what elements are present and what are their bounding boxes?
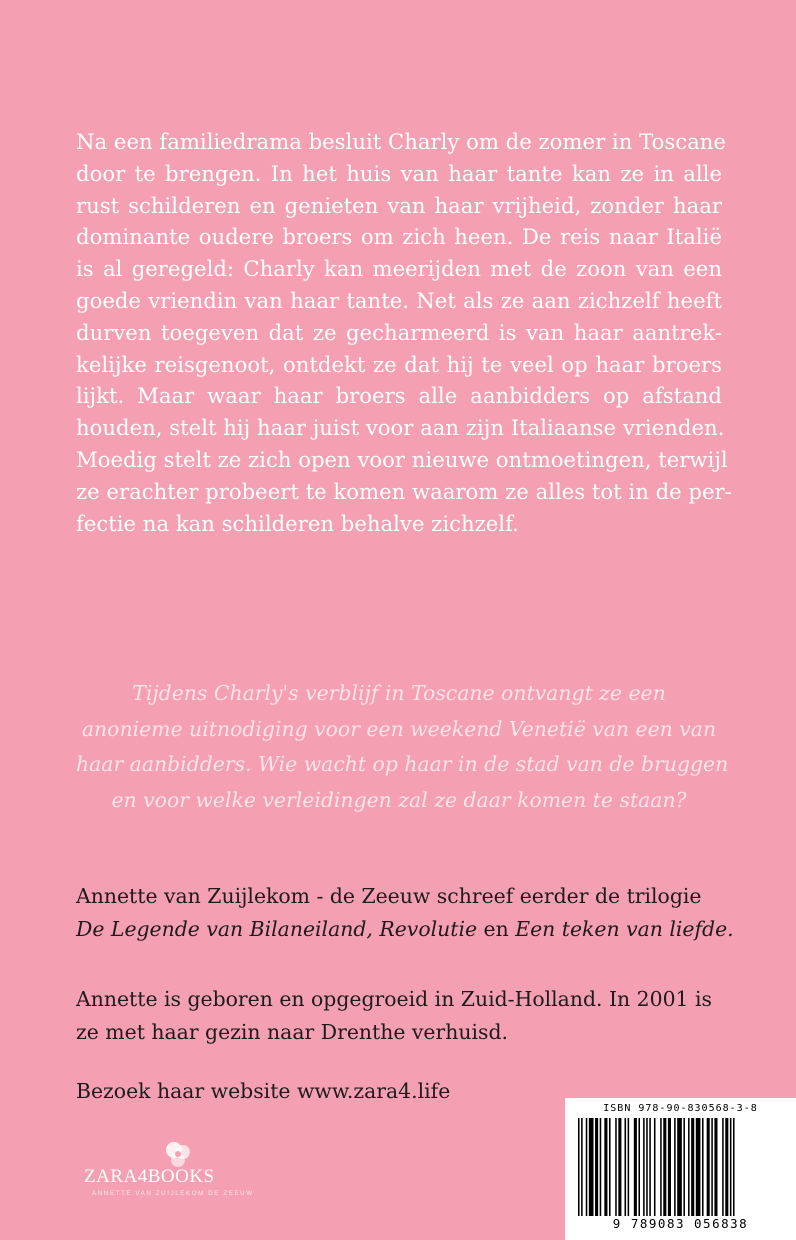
blurb-paragraph: [76, 126, 732, 539]
barcode-bar: [578, 1118, 580, 1216]
blurb-line: durven toegeven dat ze gecharmeerd is van haar aantrek-: [76, 319, 722, 345]
website-line: Bezoek haar website www.zara4.life: [76, 1079, 451, 1103]
publisher-tagline: ANNETTE VAN ZUIJLEKOM DE ZEEUW: [92, 1190, 254, 1197]
barcode-bar: [733, 1118, 735, 1216]
author-bio-line: ze met haar gezin naar Drenthe verhuisd.: [76, 1020, 509, 1044]
barcode-bar: [691, 1118, 694, 1216]
author-previous-works: [76, 880, 736, 946]
barcode-bar: [586, 1118, 588, 1216]
blurb-line: is al geregeld: Charly kan meerijden met de zoon van een: [76, 256, 722, 282]
blurb-line: rust schilderen en genieten van haar vrijheid, zonder haar: [76, 192, 722, 218]
barcode-bar: [702, 1118, 704, 1216]
blurb-line: Na een familiedrama besluit Charly om de zomer in Toscane: [76, 129, 726, 154]
barcode-bar: [615, 1118, 617, 1216]
barcode-bar: [618, 1118, 621, 1216]
barcode-bar: [696, 1118, 701, 1216]
barcode-bar: [660, 1118, 662, 1216]
blurb-line: ze erachter probeert te komen waarom ze alles tot in de per-: [76, 478, 732, 504]
barcode-bar: [638, 1118, 640, 1216]
barcode-bar: [646, 1118, 648, 1216]
barcode-bar: [683, 1118, 685, 1216]
barcode-bar: [668, 1118, 671, 1216]
teaser-line: anonieme uitnodiging voor een weekend Venetië van een van: [81, 716, 717, 741]
barcode-bar: [609, 1118, 611, 1216]
publisher-name: ZARA4BOOKS: [84, 1166, 215, 1187]
book-title: Revolutie: [379, 917, 478, 941]
barcode-bar: [604, 1118, 607, 1216]
barcode-bar: [722, 1118, 724, 1216]
author-bio-line: Annette is geboren en opgegroeid in Zuid-Holland. In 2001 is: [76, 987, 713, 1011]
teaser-line: haar aanbidders. Wie wacht op haar in de stad van de bruggen: [76, 752, 729, 776]
book-titles-line: [76, 913, 736, 946]
publisher-logo: [84, 1140, 284, 1210]
barcode-bar: [589, 1118, 594, 1216]
barcode-bars: [578, 1118, 790, 1216]
barcode-bar: [674, 1118, 676, 1216]
barcode-bar: [688, 1118, 690, 1216]
barcode-bar: [628, 1118, 630, 1216]
barcode-bar: [730, 1118, 732, 1216]
barcode-bar: [649, 1118, 651, 1216]
barcode-bar: [643, 1118, 645, 1216]
barcode-bar: [581, 1118, 583, 1216]
book-title: De Legende van Bilaneiland,: [76, 917, 373, 941]
barcode-bar: [707, 1118, 710, 1216]
barcode-bar: [711, 1118, 713, 1216]
connector-text: en: [477, 917, 516, 941]
author-bio: [76, 983, 736, 1049]
isbn-barcode: [565, 1098, 796, 1240]
teaser-paragraph: [76, 676, 729, 818]
isbn-digits: 9 789083 056838: [612, 1216, 749, 1231]
blurb-line: Moedig stelt ze zich open voor nieuwe ontmoetingen, terwijl: [76, 446, 728, 472]
blurb-line: door te brengen. In het huis van haar tante kan ze in alle: [76, 160, 722, 186]
teaser-line: en voor welke verleidingen zal ze daar komen te staan?: [111, 787, 687, 812]
barcode-bar: [595, 1118, 598, 1216]
barcode-bar: [663, 1118, 666, 1216]
barcode-bar: [725, 1118, 728, 1216]
blurb-line: houden, stelt hij haar juist voor aan zijn Italiaanse vrienden.: [76, 415, 725, 441]
blurb-line: lijkt. Maar waar haar broers alle aanbidders op afstand: [76, 383, 722, 409]
barcode-bar: [714, 1118, 717, 1216]
teaser-line: Tijdens Charly's verblijf in Toscane ontvangt ze een: [132, 681, 666, 705]
blurb-line: goede vriendin van haar tante. Net als ze aan zichzelf heeft: [76, 287, 722, 313]
barcode-bar: [625, 1118, 627, 1216]
isbn-label: ISBN 978-90-830568-3-8: [603, 1103, 758, 1114]
blurb-line: fectie na kan schilderen behalve zichzelf.: [76, 510, 519, 536]
barcode-bar: [654, 1118, 656, 1216]
blurb-line: dominante oudere broers om zich heen. De reis naar Italië: [76, 224, 722, 250]
barcode-bar: [600, 1118, 602, 1216]
book-title: Een teken van liefde.: [515, 917, 734, 941]
author-intro-line: Annette van Zuijlekom - de Zeeuw schreef eerder de trilogie: [76, 884, 702, 908]
blurb-line: kelijke reisgenoot, ontdekt ze dat hij te veel op haar broers: [76, 351, 722, 377]
barcode-bar: [634, 1118, 637, 1216]
barcode-bar: [677, 1118, 682, 1216]
